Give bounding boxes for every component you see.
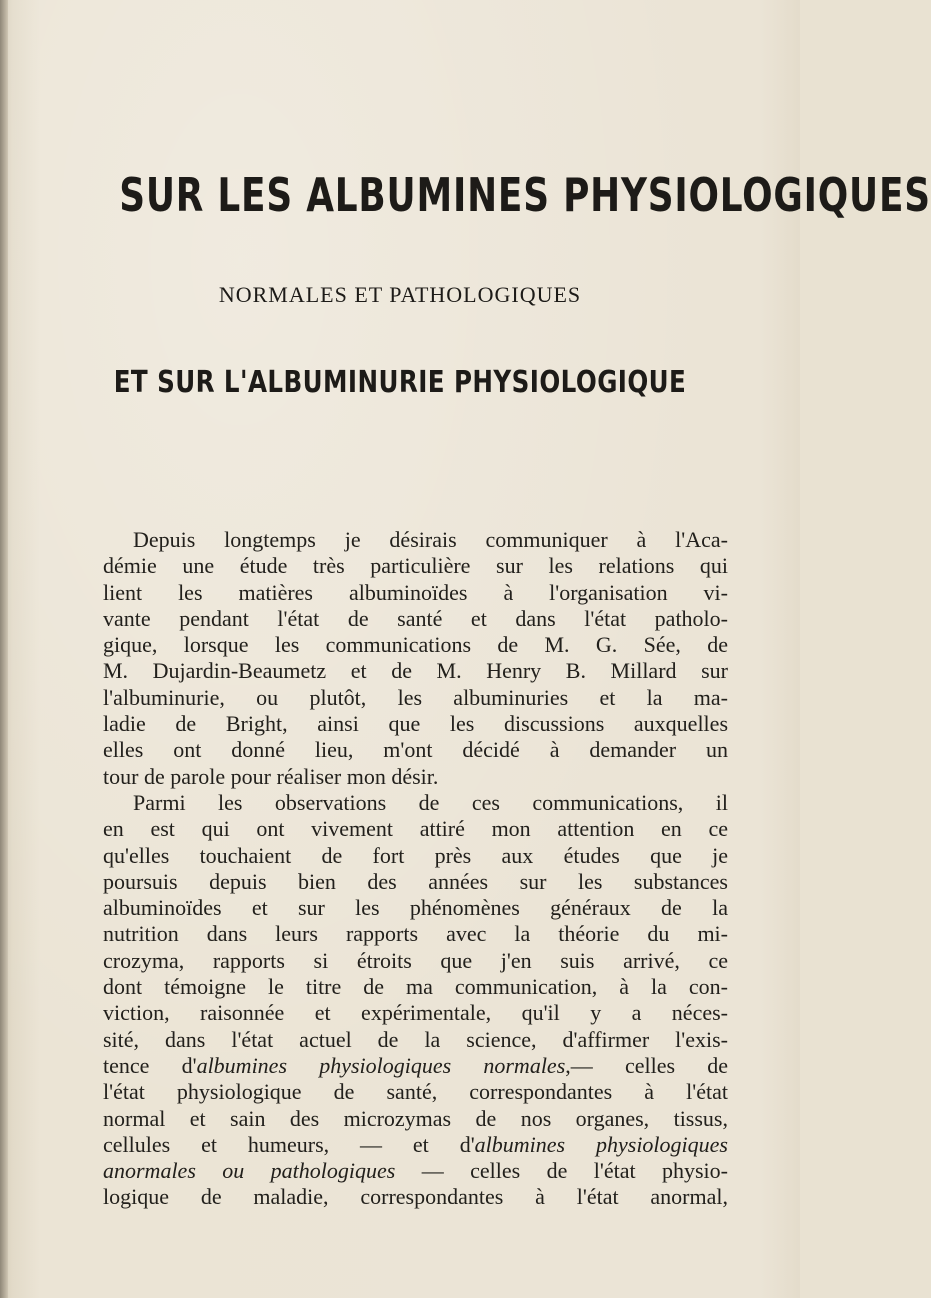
- text-line: nutrition dans leurs rapports avec la théorie du mi-: [103, 921, 728, 947]
- page-subtitle: NORMALES ET PATHOLOGIQUES: [218, 282, 582, 307]
- text-line: elles ont donné lieu, m'ont décidé à demander un: [103, 737, 728, 763]
- text-line: logique de maladie, correspondantes à l'état anormal,: [103, 1184, 728, 1210]
- text-line: dont témoigne le titre de ma communication, à la con-: [103, 974, 728, 1000]
- italic-phrase: anormales ou pathologiques: [103, 1158, 396, 1184]
- italic-phrase: albumines physiologiques normales: [196, 1052, 566, 1078]
- text-line: lient les matières albuminoïdes à l'organisation vi-: [103, 579, 728, 605]
- text-line: démie une étude très particulière sur les relations qui: [103, 553, 728, 579]
- page-title: SUR LES ALBUMINES PHYSIOLOGIQUES: [119, 168, 931, 222]
- text-line: Parmi les observations de ces communications, il: [133, 789, 728, 815]
- text-line: crozyma, rapports si étroits que j'en suis arrivé, ce: [103, 947, 728, 973]
- text-line: ladie de Bright, ainsi que les discussions auxquelles: [103, 711, 728, 737]
- text-line: [103, 1158, 728, 1184]
- text-run: — celles de l'état physio-: [395, 1158, 728, 1184]
- page-title-secondary: ET SUR L'ALBUMINURIE PHYSIOLOGIQUE: [113, 365, 687, 400]
- text-line: en est qui ont vivement attiré mon attention en ce: [103, 816, 728, 842]
- text-line: Depuis longtemps je désirais communiquer à l'Aca-: [133, 527, 728, 552]
- text-run: tence d': [103, 1052, 197, 1078]
- text-run: ,— celles de: [565, 1052, 728, 1078]
- text-line: [103, 1132, 728, 1158]
- text-line: tour de parole pour réaliser mon désir.: [103, 763, 439, 789]
- text-line: l'état physiologique de santé, correspondantes à l'état: [103, 1079, 728, 1105]
- body-text: [103, 527, 728, 1211]
- text-line: vante pendant l'état de santé et dans l'état patholo-: [103, 605, 728, 631]
- italic-phrase: albumines physiologiques: [474, 1131, 728, 1157]
- text-line: l'albuminurie, ou plutôt, les albuminuries et la ma-: [103, 684, 728, 710]
- text-run: cellules et humeurs, — et d': [103, 1131, 475, 1157]
- text-line: M. Dujardin-Beaumetz et de M. Henry B. Millard sur: [103, 658, 728, 684]
- text-line: qu'elles touchaient de fort près aux études que je: [103, 842, 728, 868]
- text-line: viction, raisonnée et expérimentale, qu'il y a néces-: [103, 1000, 728, 1026]
- text-line: normal et sain des microzymas de nos organes, tissus,: [103, 1105, 728, 1131]
- text-line: sité, dans l'état actuel de la science, d'affirmer l'exis-: [103, 1026, 728, 1052]
- text-line: albuminoïdes et sur les phénomènes généraux de la: [103, 895, 728, 921]
- text-line: [103, 1053, 728, 1079]
- page-gutter: [0, 0, 8, 1298]
- text-line: gique, lorsque les communications de M. G. Sée, de: [103, 632, 728, 658]
- text-line: poursuis depuis bien des années sur les substances: [103, 868, 728, 894]
